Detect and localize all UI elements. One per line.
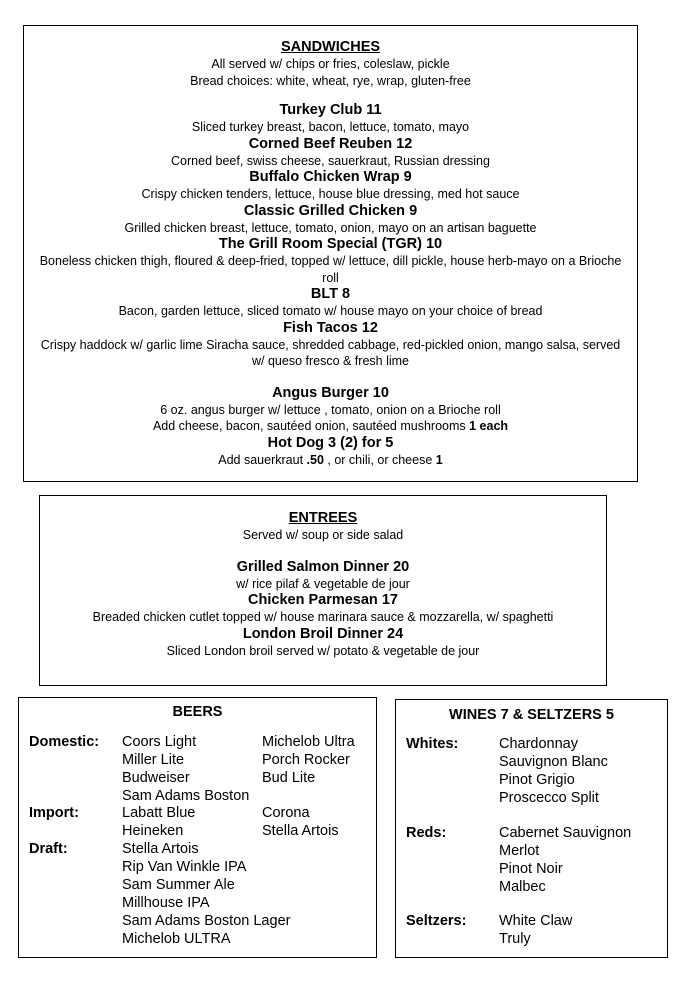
reds-label: Reds:	[406, 825, 447, 841]
beer-item: Stella Artois	[262, 822, 339, 839]
addon-price: .50	[306, 452, 324, 467]
addon-text: Add sauerkraut	[218, 452, 307, 467]
beer-item: Coors Light	[122, 734, 197, 750]
seltzers-list	[499, 913, 572, 949]
addon-text: Add cheese, bacon, sautéed onion, sautéed mushrooms	[152, 419, 470, 433]
beer-item: Porch Rocker	[262, 751, 350, 768]
beer-item: Sam Adams Boston Lager	[122, 912, 291, 929]
spacer	[24, 89, 637, 102]
draft-label: Draft:	[29, 841, 68, 857]
spacer	[24, 370, 637, 385]
addon-price: 1 each	[469, 419, 509, 433]
item-desc: Crispy haddock w/ garlic lime Siracha sauce, shredded cabbage, red-pickled onion, mango salsa, served w/ queso fresco & fresh lime	[40, 337, 621, 368]
beer-item: Heineken	[122, 822, 184, 839]
item-desc: Crispy chicken tenders, lettuce, house blue dressing, med hot sauce	[141, 187, 520, 201]
domestic-label: Domestic:	[29, 734, 100, 750]
addon-price: 1	[435, 452, 443, 467]
item-addon	[24, 418, 637, 435]
wine-item: Pinot Noir	[499, 860, 563, 877]
item-desc: Boneless chicken thigh, floured & deep-fried, topped w/ lettuce, dill pickle, house herb-mayo on a Brioche roll	[39, 254, 622, 285]
menu-item	[24, 236, 637, 286]
beer-item: Michelob ULTRA	[122, 930, 231, 947]
item-desc: Corned beef, swiss cheese, sauerkraut, Russian dressing	[171, 153, 490, 168]
menu-item-burger	[24, 385, 637, 435]
wine-item: Sauvignon Blanc	[499, 753, 608, 770]
item-desc: Sliced turkey breast, bacon, lettuce, tomato, mayo	[191, 120, 470, 134]
beer-item: Labatt Blue	[122, 805, 196, 821]
addon-text: , or chili, or cheese	[323, 452, 436, 467]
spacer	[40, 544, 606, 559]
whites-label: Whites:	[406, 736, 459, 752]
whites-list	[499, 736, 608, 808]
sandwiches-section	[23, 25, 638, 482]
sandwiches-note-sides: All served w/ chips or fries, coleslaw, pickle	[211, 57, 450, 71]
item-desc: Sliced London broil served w/ potato & vegetable de jour	[166, 643, 480, 658]
seltzer-item: Truly	[499, 930, 531, 947]
item-addon	[24, 452, 637, 469]
seltzers-label: Seltzers:	[406, 913, 467, 929]
sandwiches-note-bread: Bread choices: white, wheat, rye, wrap, gluten-free	[190, 73, 471, 88]
menu-item	[24, 320, 637, 370]
entrees-section	[39, 495, 607, 686]
item-desc: Bacon, garden lettuce, sliced tomato w/ house mayo on your choice of bread	[118, 304, 543, 318]
wine-item: Merlot	[499, 842, 540, 859]
item-name: BLT 8	[310, 286, 351, 302]
item-name: London Broil Dinner 24	[242, 625, 404, 642]
beer-item: Sam Summer Ale	[122, 876, 235, 893]
beers-section	[18, 697, 377, 958]
item-desc: Grilled chicken breast, lettuce, tomato, onion, mayo on an artisan baguette	[124, 220, 537, 235]
menu-item	[24, 169, 637, 203]
menu-item	[24, 102, 637, 136]
item-desc: w/ rice pilaf & vegetable de jour	[236, 576, 410, 591]
wine-item: Chardonnay	[499, 736, 578, 752]
item-name: Turkey Club 11	[279, 102, 382, 118]
wine-item: Cabernet Sauvignon	[499, 825, 632, 841]
beer-item: Stella Artois	[122, 841, 199, 857]
beer-item: Sam Adams Boston	[122, 787, 250, 804]
wine-item: Pinot Grigio	[499, 771, 575, 788]
item-name: Fish Tacos 12	[283, 319, 378, 336]
beer-item: Rip Van Winkle IPA	[122, 858, 247, 875]
item-name: Buffalo Chicken Wrap 9	[249, 169, 412, 185]
wines-section	[395, 699, 668, 958]
import-label: Import:	[29, 805, 79, 821]
sandwiches-title: SANDWICHES	[280, 39, 381, 55]
item-name: The Grill Room Special (TGR) 10	[218, 236, 443, 252]
beer-item: Bud Lite	[262, 769, 316, 786]
menu-item	[24, 203, 637, 237]
import-list-2	[262, 805, 339, 841]
seltzer-item: White Claw	[499, 913, 573, 929]
wine-item: Malbec	[499, 878, 546, 895]
menu-item	[24, 286, 637, 320]
item-desc: 6 oz. angus burger w/ lettuce , tomato, onion on a Brioche roll	[160, 402, 501, 417]
item-name: Chicken Parmesan 17	[248, 592, 398, 608]
draft-list	[122, 841, 290, 948]
item-name: Grilled Salmon Dinner 20	[236, 558, 410, 575]
domestic-list-2	[262, 734, 355, 788]
wines-title: WINES 7 & SELTZERS 5	[449, 707, 614, 723]
menu-item	[40, 559, 606, 593]
beers-title: BEERS	[172, 704, 223, 720]
item-name: Hot Dog 3 (2) for 5	[267, 434, 394, 451]
item-name: Corned Beef Reuben 12	[248, 135, 413, 152]
beer-item: Millhouse IPA	[122, 894, 210, 911]
item-name: Angus Burger 10	[272, 384, 389, 401]
wine-item: Proscecco Split	[499, 789, 599, 806]
item-name: Classic Grilled Chicken 9	[243, 202, 418, 219]
menu-item	[24, 136, 637, 170]
beer-item: Budweiser	[122, 769, 190, 786]
menu-item	[40, 592, 606, 626]
beer-item: Corona	[262, 805, 310, 821]
menu-item	[40, 626, 606, 660]
import-list	[122, 805, 195, 841]
entrees-title: ENTREES	[288, 510, 358, 526]
beer-item: Michelob Ultra	[262, 734, 355, 750]
beer-item: Miller Lite	[122, 751, 185, 768]
domestic-list	[122, 734, 249, 806]
item-desc: Breaded chicken cutlet topped w/ house marinara sauce & mozzarella, w/ spaghetti	[92, 610, 554, 624]
entrees-note: Served w/ soup or side salad	[242, 528, 404, 542]
menu-item-hotdog	[24, 435, 637, 469]
reds-list	[499, 825, 631, 897]
